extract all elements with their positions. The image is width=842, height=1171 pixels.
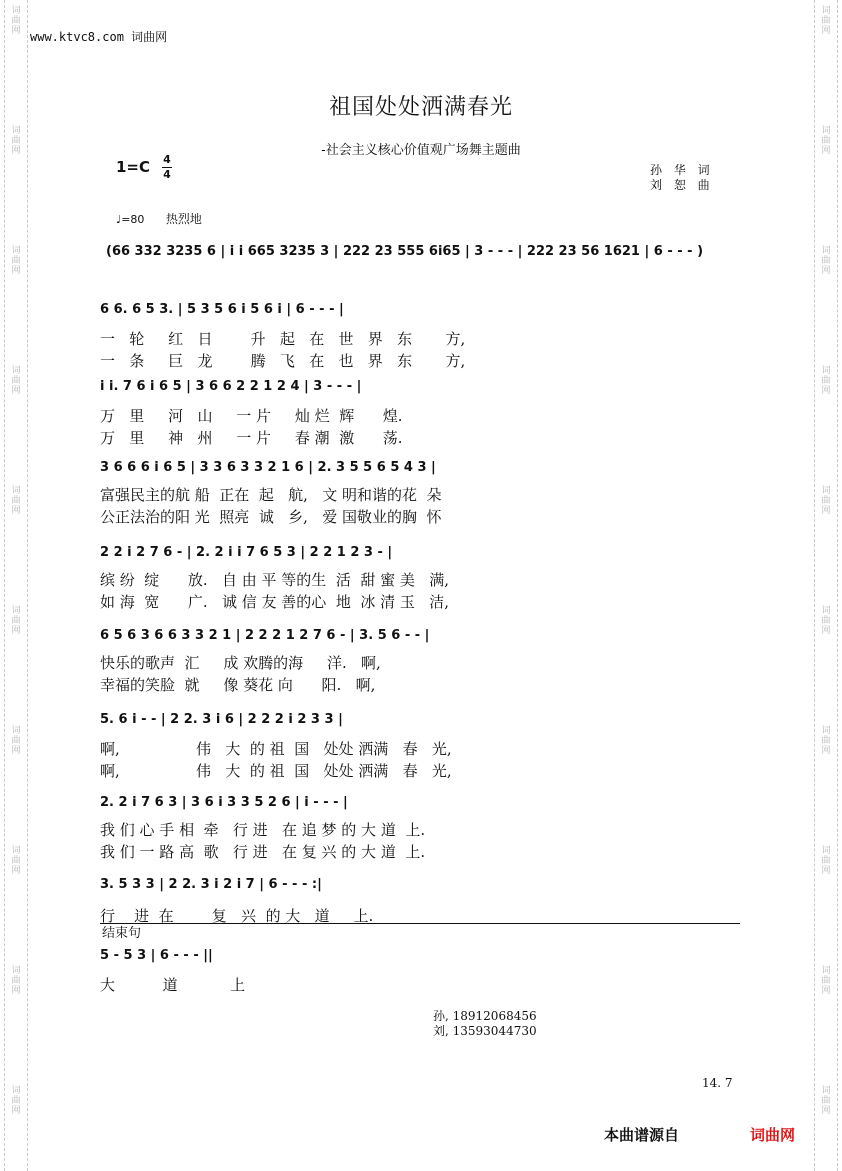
watermark-stack: 词 曲 网 (11, 6, 21, 36)
notation: 5 - 5 3 | 6 - - - || (100, 948, 213, 963)
lyric-verse-2: 万 里 神 州 一 片 春 潮 激 荡. (100, 429, 403, 447)
watermark-stack: 词 曲 网 (821, 366, 831, 396)
brand-link[interactable]: 词曲网 (750, 1126, 796, 1144)
watermark-stack: 词 曲 网 (821, 246, 831, 276)
contact-line: 孙, 18912068456 (433, 1009, 537, 1023)
lyric-verse-1: 啊, 伟 大 的 祖 国 处处 洒满 春 光, (100, 740, 452, 758)
lyric-verse-1: 缤 纷 绽 放. 自 由 平 等的生 活 甜 蜜 美 满, (100, 571, 449, 589)
lyric-verse-2: 如 海 宽 广. 诚 信 友 善的心 地 冰 清 玉 洁, (100, 593, 449, 611)
notation: 2. 2 i 7 6 3 | 3 6 i 3 3 5 2 6 | i - - - | (100, 795, 348, 810)
site-name[interactable]: 词曲网 (131, 30, 168, 44)
song-title: 祖国处处洒满春光 (328, 95, 513, 120)
lyric-verse-2: 公正法治的阳 光 照亮 诚 乡, 爱 国敬业的胸 怀 (100, 508, 442, 526)
source-label: 本曲谱源自 (604, 1126, 680, 1144)
notation: 6 5 6 3 6 6 3 3 2 1 | 2 2 2 1 2 7 6 - | 3. 5 6 - - | (100, 628, 430, 643)
watermark-stack: 词 曲 网 (11, 606, 21, 636)
intro-notation: (66 332 3235 6 | i i 665 3235 3 | 222 23 555 6i65 | 3 - - - | 222 23 56 1621 | 6 - - - ) (106, 244, 704, 259)
watermark-stack: 词 曲 网 (821, 6, 831, 36)
notation: 2 2 i 2 7 6 - | 2. 2 i i 7 6 5 3 | 2 2 1 2 3 - | (100, 545, 393, 560)
watermark-stack: 词 曲 网 (11, 246, 21, 276)
watermark-stack: 词 曲 网 (821, 126, 831, 156)
watermark-stack: 词 曲 网 (11, 126, 21, 156)
tempo-marking (116, 210, 202, 227)
contact-info (433, 1009, 537, 1039)
lyric-verse-1: 行 进 在 复 兴 的 大 道 上. (100, 907, 374, 925)
site-url[interactable]: www.ktvc8.com (30, 30, 124, 44)
notation: 3. 5 3 3 | 2 2. 3 i 2 i 7 | 6 - - - :| (100, 877, 322, 892)
lyric-verse-2: 幸福的笑脸 就 像 葵花 向 阳. 啊, (100, 676, 376, 694)
left-watermark-column (4, 0, 28, 1171)
lyric-verse-2: 啊, 伟 大 的 祖 国 处处 洒满 春 光, (100, 762, 452, 780)
song-subtitle: -社会主义核心价值观广场舞主题曲 (321, 143, 521, 158)
notation: 6 6. 6 5 3. | 5 3 5 6 i 5 6 i | 6 - - - | (100, 302, 344, 317)
lyric-verse-2: 我 们 一 路 高 歌 行 进 在 复 兴 的 大 道 上. (100, 843, 426, 861)
date-stamp: 14. 7 (702, 1076, 733, 1090)
right-watermark-column (814, 0, 838, 1171)
watermark-stack: 词 曲 网 (11, 726, 21, 756)
time-signature (162, 154, 172, 181)
watermark-stack: 词 曲 网 (821, 846, 831, 876)
mood-marking: 热烈地 (165, 212, 202, 226)
watermark-stack: 词 曲 网 (11, 366, 21, 396)
contact-line: 刘, 13593044730 (433, 1024, 537, 1038)
key-signature: 1=C (116, 158, 151, 176)
lyric-verse-1: 一 轮 红 日 升 起 在 世 界 东 方, (100, 330, 466, 348)
composer-credit: 刘 恕 曲 (650, 178, 714, 192)
ending-label: 结束句 (102, 926, 142, 941)
notation: i i. 7 6 i 6 5 | 3 6 6 2 2 1 2 4 | 3 - - - | (100, 379, 362, 394)
lyric-verse-1: 万 里 河 山 一 片 灿 烂 辉 煌. (100, 407, 403, 425)
notation: 3 6 6 6 i 6 5 | 3 3 6 3 3 2 1 6 | 2. 3 5 5 6 5 4 3 | (100, 460, 436, 475)
watermark-stack: 词 曲 网 (821, 606, 831, 636)
time-signature-top: 4 (163, 153, 171, 166)
lyric-verse-1: 大 道 上 (100, 976, 246, 994)
credits (650, 163, 714, 193)
ending-bracket (100, 923, 740, 940)
tempo-value: ♩=80 (116, 213, 145, 226)
watermark-stack: 词 曲 网 (821, 1086, 831, 1116)
time-signature-bottom: 4 (163, 168, 171, 181)
lyric-verse-1: 富强民主的航 船 正在 起 航, 文 明和谐的花 朵 (100, 486, 442, 504)
watermark-stack: 词 曲 网 (821, 966, 831, 996)
watermark-stack: 词 曲 网 (821, 726, 831, 756)
notation: 5. 6 i - - | 2 2. 3 i 6 | 2 2 2 i 2 3 3 | (100, 712, 343, 727)
lyricist-credit: 孙 华 词 (650, 163, 714, 177)
watermark-stack: 词 曲 网 (11, 1086, 21, 1116)
lyric-verse-1: 快乐的歌声 汇 成 欢腾的海 洋. 啊, (100, 654, 381, 672)
watermark-stack: 词 曲 网 (11, 486, 21, 516)
lyric-verse-1: 我 们 心 手 相 牵 行 进 在 追 梦 的 大 道 上. (100, 821, 426, 839)
site-header[interactable] (30, 28, 167, 45)
watermark-stack: 词 曲 网 (821, 486, 831, 516)
watermark-stack: 词 曲 网 (11, 966, 21, 996)
watermark-stack: 词 曲 网 (11, 846, 21, 876)
lyric-verse-2: 一 条 巨 龙 腾 飞 在 也 界 东 方, (100, 352, 466, 370)
